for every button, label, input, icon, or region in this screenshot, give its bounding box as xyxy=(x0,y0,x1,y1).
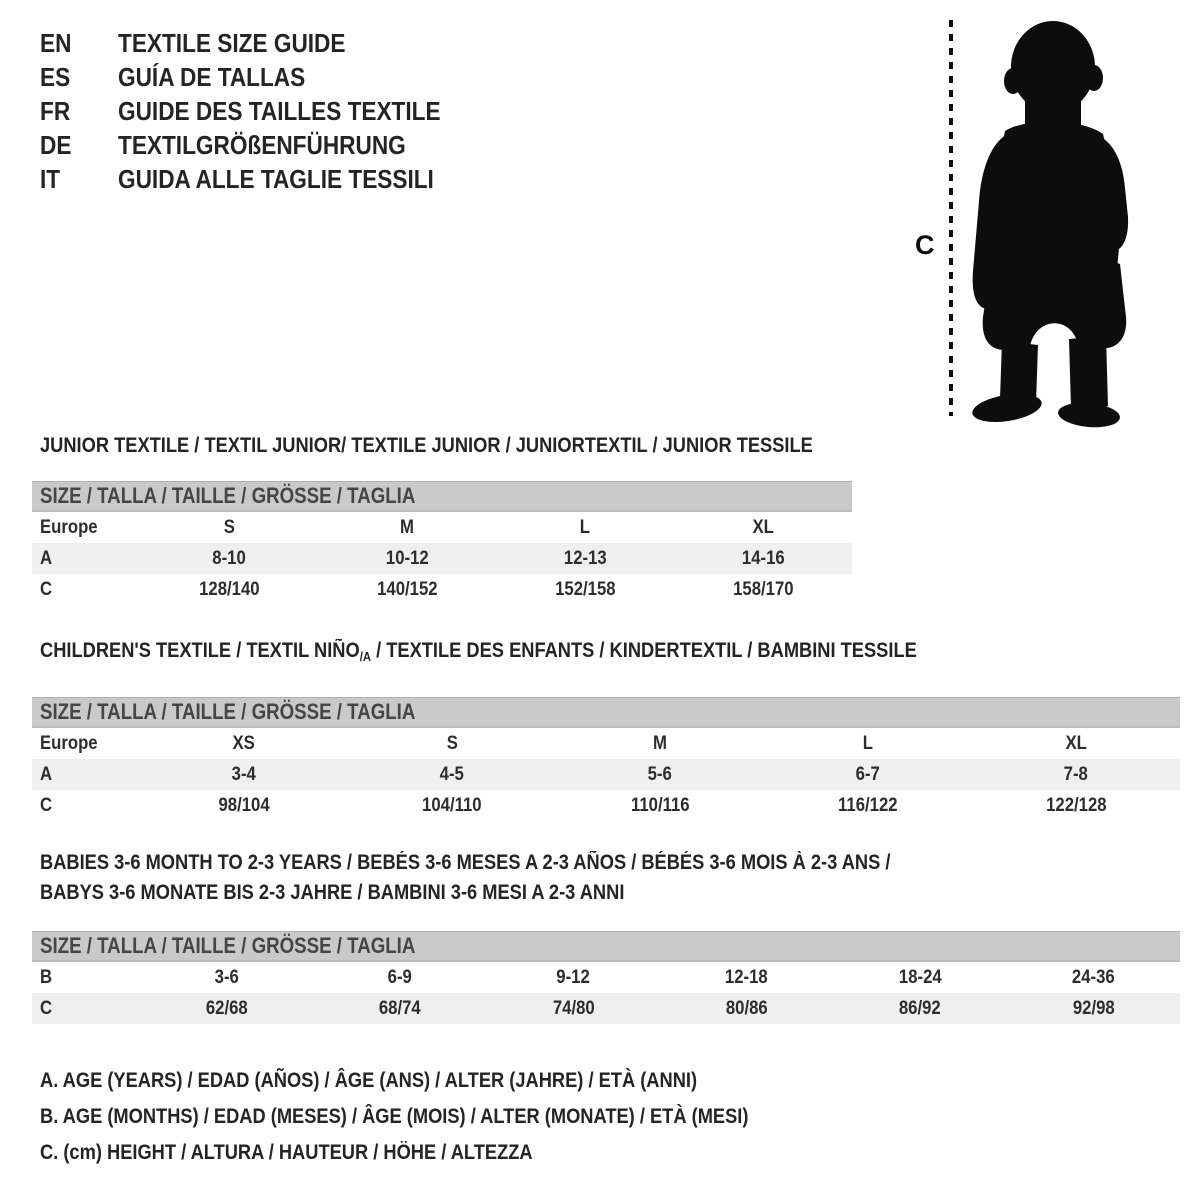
size-table xyxy=(32,931,1180,1024)
size-table xyxy=(32,697,1180,821)
language-code: IT xyxy=(40,163,61,194)
size-value: 62/68 xyxy=(205,997,248,1019)
language-code: ES xyxy=(40,61,71,92)
language-code: DE xyxy=(40,129,72,160)
size-section xyxy=(32,638,1180,821)
size-value: 68/74 xyxy=(379,997,421,1019)
legend-line: B. AGE (MONTHS) / EDAD (MESES) / ÂGE (MOIS) / ALTER (MONATE) / ETÀ (MESI) xyxy=(40,1105,749,1128)
language-row xyxy=(40,60,489,94)
size-value: 116/122 xyxy=(838,794,898,816)
size-value: 6-7 xyxy=(855,763,881,785)
legend xyxy=(40,1063,854,1171)
size-value: 128/140 xyxy=(198,578,260,600)
size-value: 5-6 xyxy=(647,763,673,785)
size-value: S xyxy=(223,516,235,538)
table-size-header xyxy=(32,931,1180,962)
size-value: 12-13 xyxy=(563,547,607,569)
size-value: 104/110 xyxy=(422,794,482,816)
row-label: A xyxy=(40,547,53,569)
size-section xyxy=(32,848,1180,1024)
section-heading xyxy=(32,433,852,458)
size-value: 110/116 xyxy=(630,794,690,816)
language-title: GUÍA DE TALLAS xyxy=(118,61,306,92)
section-heading xyxy=(32,848,1180,908)
row-label: C xyxy=(40,578,53,600)
row-label: C xyxy=(40,997,53,1019)
size-value: 6-9 xyxy=(387,966,413,988)
table-row xyxy=(32,543,852,574)
size-value: 3-6 xyxy=(214,966,239,988)
section-heading xyxy=(32,638,1180,669)
size-value: 152/158 xyxy=(554,578,616,600)
section-heading-line: JUNIOR TEXTILE / TEXTIL JUNIOR/ TEXTILE JUNIOR / JUNIORTEXTIL / JUNIOR TESSILE xyxy=(40,434,813,457)
row-label: Europe xyxy=(40,516,98,538)
section-heading-line: BABIES 3-6 MONTH TO 2-3 YEARS / BEBÉS 3-6 MESES A 2-3 AÑOS / BÉBÉS 3-6 MOIS À 2-3 ANS / xyxy=(40,851,891,874)
height-measure-figure xyxy=(915,14,1165,434)
size-value: 9-12 xyxy=(556,966,591,988)
size-value: 12-18 xyxy=(725,966,769,988)
size-value: L xyxy=(862,732,874,754)
language-row xyxy=(40,94,489,128)
language-row xyxy=(40,162,489,196)
table-size-header xyxy=(32,481,852,512)
size-value: XL xyxy=(1065,732,1087,754)
size-value: 14-16 xyxy=(741,547,785,569)
size-value: 158/170 xyxy=(732,578,794,600)
size-value: 7-8 xyxy=(1063,763,1089,785)
size-value: 4-5 xyxy=(439,763,465,785)
table-rows xyxy=(32,512,852,605)
size-value: 92/98 xyxy=(1072,997,1115,1019)
table-row xyxy=(32,759,1180,790)
legend-line: A. AGE (YEARS) / EDAD (AÑOS) / ÂGE (ANS) / ALTER (JAHRE) / ETÀ (ANNI) xyxy=(40,1069,698,1092)
table-row xyxy=(32,993,1180,1024)
size-value: M xyxy=(653,732,667,754)
size-value: 98/104 xyxy=(218,794,270,816)
size-value: 74/80 xyxy=(552,997,595,1019)
table-row xyxy=(32,790,1180,821)
legend-line: C. (cm) HEIGHT / ALTURA / HAUTEUR / HÖHE / ALTEZZA xyxy=(40,1141,533,1164)
table-rows xyxy=(32,728,1180,821)
table-row xyxy=(32,962,1180,993)
size-value: 18-24 xyxy=(898,966,942,988)
row-label: A xyxy=(40,763,53,785)
size-value: M xyxy=(400,516,414,538)
section-heading-line: BABYS 3-6 MONATE BIS 2-3 JAHRE / BAMBINI 3-6 MESI A 2-3 ANNI xyxy=(40,881,625,904)
size-value: 86/92 xyxy=(899,997,941,1019)
row-label: C xyxy=(40,794,53,816)
size-value: L xyxy=(579,516,591,538)
language-title-list xyxy=(40,26,489,196)
size-header-label: SIZE / TALLA / TAILLE / GRÖSSE / TAGLIA xyxy=(40,933,416,958)
size-value: S xyxy=(446,732,458,754)
baby-silhouette-icon xyxy=(970,21,1128,430)
size-section xyxy=(32,433,852,605)
size-value: 140/152 xyxy=(376,578,438,600)
section-heading-line: CHILDREN'S TEXTILE / TEXTIL $NIÑO_{/A}$ / TEXTILE DES ENFANTS / KINDERTEXTIL / BAMBINI TESSILE xyxy=(40,639,917,664)
table-row xyxy=(32,574,852,605)
size-value: 122/128 xyxy=(1045,794,1107,816)
table-rows xyxy=(32,962,1180,1024)
size-value: XL xyxy=(752,516,774,538)
language-row xyxy=(40,26,489,60)
size-header-label: SIZE / TALLA / TAILLE / GRÖSSE / TAGLIA xyxy=(40,699,416,724)
table-row xyxy=(32,512,852,543)
table-row xyxy=(32,728,1180,759)
table-size-header xyxy=(32,697,1180,728)
language-row xyxy=(40,128,489,162)
language-code: FR xyxy=(40,95,71,126)
size-table xyxy=(32,481,852,605)
language-title: GUIDE DES TAILLES TEXTILE xyxy=(118,95,441,126)
height-label: C xyxy=(915,230,935,260)
language-title: TEXTILGRÖßENFÜHRUNG xyxy=(118,129,406,160)
language-title: GUIDA ALLE TAGLIE TESSILI xyxy=(118,163,434,194)
row-label: B xyxy=(40,966,53,988)
size-header-label: SIZE / TALLA / TAILLE / GRÖSSE / TAGLIA xyxy=(40,483,416,508)
size-value: 3-4 xyxy=(231,763,257,785)
size-value: 10-12 xyxy=(385,547,429,569)
size-value: XS xyxy=(232,732,256,754)
language-code: EN xyxy=(40,27,72,58)
language-title: TEXTILE SIZE GUIDE xyxy=(118,27,346,58)
size-value: 80/86 xyxy=(725,997,768,1019)
size-value: 8-10 xyxy=(212,547,246,569)
size-value: 24-36 xyxy=(1071,966,1115,988)
row-label: Europe xyxy=(40,732,98,754)
